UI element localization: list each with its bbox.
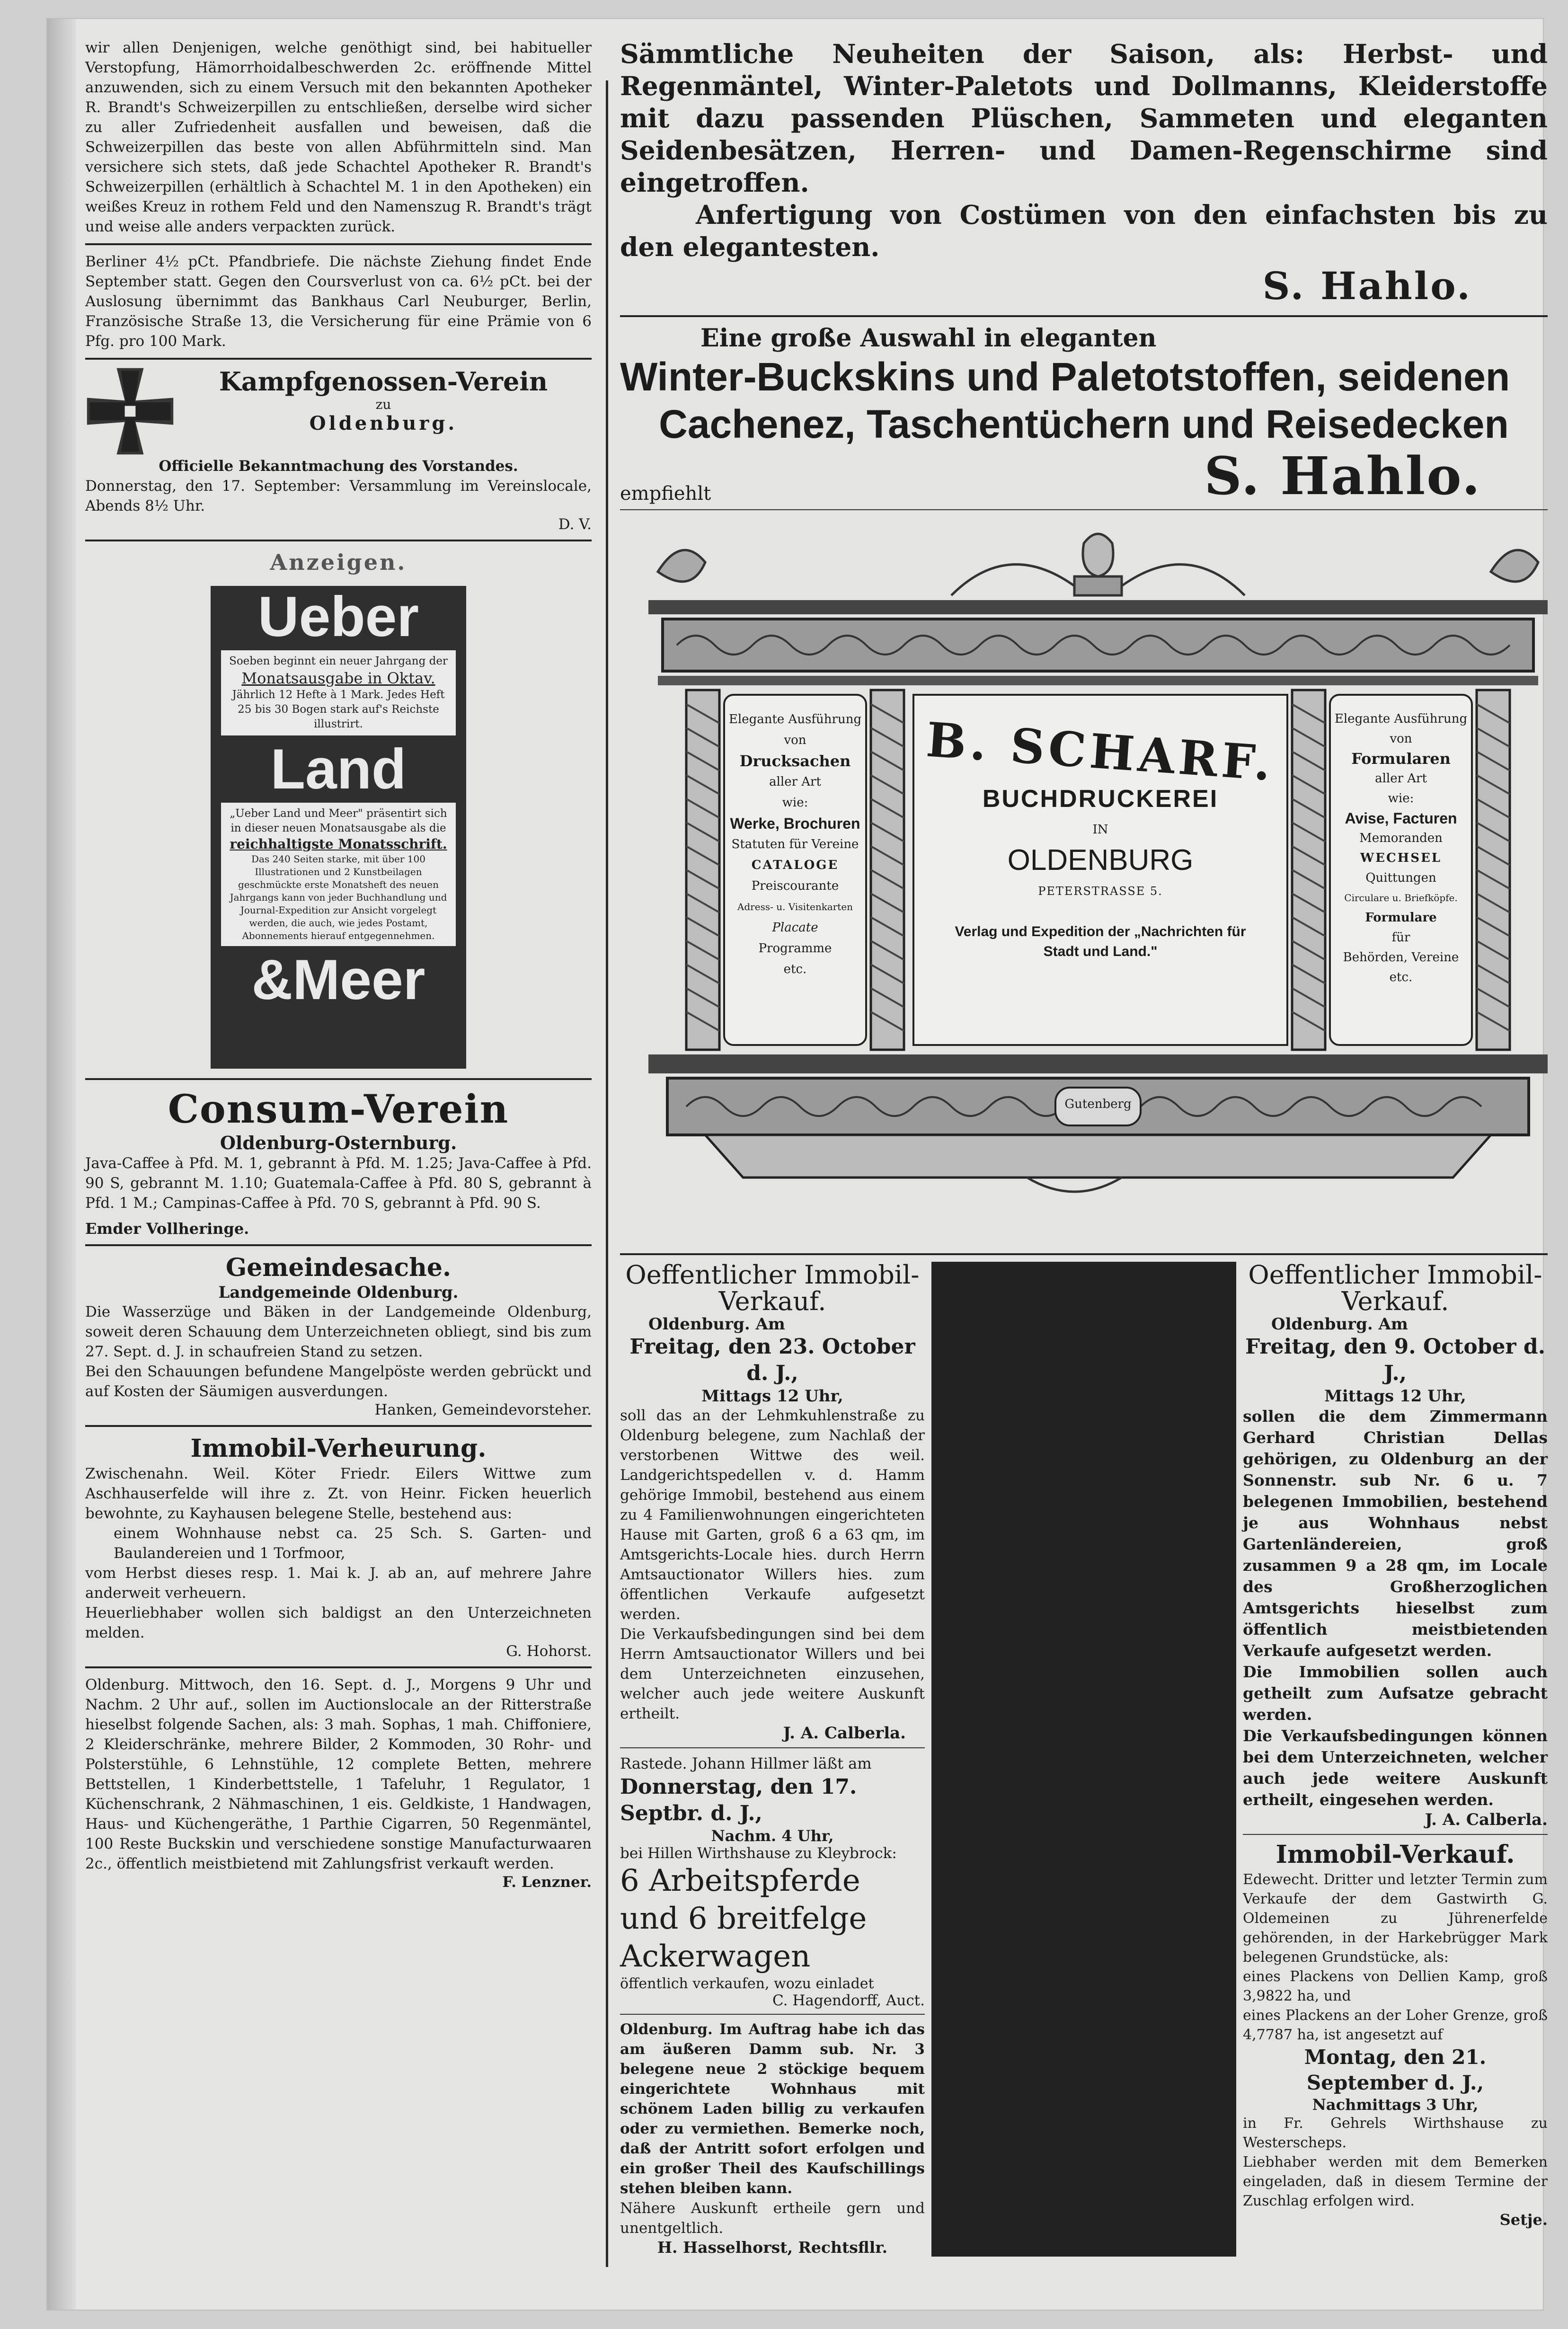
hahlo2-foot (620, 445, 1548, 506)
kampf-zu: zu (375, 397, 391, 412)
scharf-right-item: Formulare (1365, 911, 1437, 925)
land-logo: Land (270, 737, 407, 801)
scharf-city: OLDENBURG (1007, 844, 1194, 877)
scharf-street: PETERSTRASSE 5. (1038, 885, 1163, 898)
verkauf1-sign: J. A. Calberla. (783, 1724, 906, 1743)
hahlo2-empfiehlt: empfiehlt (620, 483, 711, 505)
scharf-verlag: Verlag und Expedition der „Nachrichten für Stadt und Land." (955, 924, 1246, 959)
right-column (620, 38, 1548, 2257)
divider (620, 315, 1548, 317)
divider (85, 1078, 592, 1080)
gemeinde-sign: Hanken, Gemeindevorsteher. (374, 1401, 592, 1418)
scharf-left-item: Preiscourante (751, 879, 839, 893)
verkauf2-title: Oeffentlicher Immobil-Verkauf. (1248, 1260, 1542, 1316)
hassel-text: Oldenburg. Im Auftrag habe ich das am äußeren Damm sub. Nr. 3 belegene neue 2 stöckige bequem eingerichtete Wohnhaus mit schönem Laden billig zu verkaufen oder zu vermiethen. Bemerke noch, daß der Antritt sofort erfolgen und ein großer Theil des Kaufschillings stehen bleiben kann. (620, 2021, 925, 2197)
verkauf1-text: soll das an der Lehmkuhlenstraße zu Oldenburg belegene, zum Nachlaß der verstorbenen Wittwe des weil. Landgerichtspedellen v. d. Hamm gehörige Immobil, bestehend aus einem zu 4 Familienwohnungen eingerichteten Hause mit Garten, groß 6 a 63 qm, im Amtsgerichts-Locale hies. durch Herrn Amtsauctionator Willers hies. zum öffentlichen Verkaufe aufgesetzt werden. (620, 1407, 925, 1623)
verkauf2-text-3: Die Verkaufsbedingungen können bei dem Unterzeichneten, welcher auch jede weitere Auskunft ertheilt, eingesehen werden. (1243, 1727, 1548, 1809)
scharf-right-item: Memoranden (1359, 831, 1443, 845)
verkauf1-title: Oeffentlicher Immobil-Verkauf. (625, 1260, 920, 1316)
hahlo-ad-text: Sämmtliche Neuheiten der Saison, als: Herbst- und Regenmäntel, Winter-Paletots und Dollmanns, Kleiderstoffe mit dazu passenden Plüschen, Sammeten und eleganten Seidenbesätzen, Herren- und Damen-Regenschirme sind eingetroffen. (620, 38, 1548, 198)
verkauf3-time: Nachmittags 3 Uhr, (1312, 2096, 1479, 2114)
consum-title: Consum-Verein (168, 1087, 509, 1132)
ueber-land-meer-ad (211, 586, 466, 1069)
scharf-left-item: aller Art (769, 775, 821, 789)
iron-cross-icon (85, 366, 175, 456)
verkauf2-text: sollen die dem Zimmermann Gerhard Christian Dellas gehörigen, zu Oldenburg an der Sonnenstr. sub Nr. 6 u. 7 belegenen Immobilien, bestehend je aus Wohnhaus nebst Gartenländereien, groß zusammen 9 a 28 qm, im Locale des Großherzoglichen Amtsgerichts hieselbst zum öffentlich meistbietenden Verkaufe aufgesetzt werden. (1243, 1407, 1548, 1660)
rastede-place: bei Hillen Wirthshause zu Kleybrock: (620, 1845, 897, 1862)
column-divider (606, 80, 608, 2267)
verkauf2-date: Freitag, den 9. October d. J., (1245, 1335, 1546, 1385)
ueber-panel-1 (221, 650, 456, 735)
verkauf3-sign: Setje. (1499, 2211, 1548, 2229)
auction-text: Oldenburg. Mittwoch, den 16. Sept. d. J., Morgens 9 Uhr und Nachm. 2 Uhr auf., sollen im Auctionslocale an der Ritterstraße hieselbst folgende Sachen, als: 3 mah. Sophas, 1 mah. Chiffoniere, 2 Kleiderschränke, mehrere Bilder, 2 Kommoden, 30 Rohr- und Polsterstühle, 6 Lehnstühle, 12 complete Betten, mehrere Bettstellen, 1 Kinderbettstelle, 1 Tafeluhr, 1 Regulator, 1 Küchenschrank, 2 Nähmaschinen, 1 eis. Geldkiste, 1 Handwagen, Haus- und Küchengeräthe, 1 Parthie Cigarren, 50 Regenmäntel, 100 Reste Buckskin und verschiedene sonstige Manufacturwaaren 2c., öffentlich meistbietend mit Zahlungsfrist verkauft werden. (85, 1676, 592, 1872)
scharf-right-item: von (1390, 732, 1412, 746)
hassel-text-2: Nähere Auskunft ertheile gern und unentgeltlich. (620, 2200, 925, 2237)
divider (620, 2014, 925, 2015)
verkauf1-date: Freitag, den 23. October d. J., (629, 1335, 915, 1385)
consum-text: Java-Caffee à Pfd. M. 1, gebrannt à Pfd. M. 1.25; Java-Caffee à Pfd. 90 S, gebrannt M. 1.10; Guatemala-Caffee à Pfd. 80 S, gebrannt à Pfd. 1 M.; Campinas-Caffee à Pfd. 70 S, gebrannt à Pfd. 90 S. (85, 1155, 592, 1212)
hahlo-sign: S. Hahlo. (1262, 264, 1472, 308)
verkauf2-sign: J. A. Calberla. (1425, 1810, 1548, 1829)
scharf-right-panel (1330, 709, 1472, 987)
verheurung-sign: G. Hohorst. (506, 1643, 592, 1660)
pfandbrief-ad-text: Berliner 4½ pCt. Pfandbriefe. Die nächste Ziehung findet Ende September statt. Gegen den Coursverlust von ca. 6½ pCt. bei der Auslosung übernimmt das Bankhaus Carl Neuburger, Berlin, Französische Straße 13, die Versicherung für eine Prämie von 6 Pfg. pro 100 Mark. (85, 253, 592, 350)
gutenberg-label: Gutenberg (1064, 1097, 1132, 1111)
ueber-p6: Das 240 Seiten starke, mit über 100 Illustrationen und 2 Kunstbeilagen geschmückte erste Monatsheft des neuen Jahrgangs kann von jeder Buchhandlung und Journal-Expedition zur Ansicht vorgelegt werden, die auch, wie jedes Postamt, Abonnements hierauf entgegennehmen. (230, 853, 447, 941)
scharf-left-item: wie: (782, 796, 808, 810)
hassel-sign: H. Hasselhorst, Rechtsfllr. (657, 2238, 888, 2257)
verheurung-text-4: Heuerliebhaber wollen sich baldigst an den Unterzeichneten melden. (85, 1604, 592, 1641)
hahlo2-sign: S. Hahlo. (1204, 445, 1481, 506)
verkauf2-text-2: Die Immobilien sollen auch getheilt zum Aufsatze gebracht werden. (1243, 1663, 1548, 1724)
right-subcolumn-right (1243, 1262, 1548, 2257)
verkauf2-time: Mittags 12 Uhr, (1324, 1387, 1466, 1406)
rastede-big: 6 Arbeitspferde und 6 breitfelge Ackerwagen (620, 1863, 867, 1974)
ueber-p1: Soeben beginnt ein neuer Jahrgang der (229, 655, 448, 667)
verheurung-text-2: einem Wohnhause nebst ca. 25 Sch. S. Garten- und Baulandereien und 1 Torfmoor, (114, 1525, 592, 1562)
anzeigen-heading: Anzeigen. (270, 549, 407, 575)
divider (620, 1253, 1548, 1255)
scharf-left-item: Statuten für Vereine (731, 837, 859, 851)
divider (85, 540, 592, 541)
verkauf1-time: Mittags 12 Uhr, (701, 1387, 843, 1406)
divider (85, 1425, 592, 1427)
gemeinde-title: Gemeindesache. (225, 1253, 452, 1282)
hahlo2-line1: Winter-Buckskins und Paletotstoffen, seidenen (620, 354, 1510, 399)
divider (620, 509, 1548, 510)
subcolumn-divider (931, 1262, 1236, 2257)
scharf-left-item: Programme (758, 941, 832, 956)
verkauf2-place: Oldenburg. Am (1271, 1315, 1408, 1334)
verkauf3-title: Immobil-Verkauf. (1276, 1840, 1515, 1869)
scharf-left-item: Werke, Brochuren (730, 815, 860, 832)
verkauf3-date: Montag, den 21. September d. J., (1304, 2046, 1487, 2094)
gemeinde-subtitle: Landgemeinde Oldenburg. (218, 1283, 459, 1302)
scharf-right-item: Behörden, Vereine (1343, 950, 1459, 965)
kampf-title: Kampfgenossen-Verein (219, 366, 548, 397)
scharf-right-item: wie: (1388, 791, 1414, 806)
scharf-right-item: etc. (1389, 970, 1413, 984)
scharf-left-item: Placate (772, 921, 818, 935)
verheurung-title: Immobil-Verheurung. (190, 1434, 487, 1463)
verkauf3-item2: eines Plackens an der Loher Grenze, groß 4,7787 ha, ist angesetzt auf (1243, 2007, 1548, 2043)
scharf-right-item: Formularen (1351, 750, 1451, 768)
ueber-panel-2 (221, 803, 456, 946)
divider (1243, 1834, 1548, 1835)
scharf-name: B. SCHARF. (924, 711, 1276, 792)
consum-foot: Emder Vollheringe. (85, 1220, 249, 1238)
page-binding-shadow (47, 19, 76, 2310)
auction-sign: F. Lenzner. (502, 1874, 592, 1891)
verheurung-text-1: Zwischenahn. Weil. Köter Friedr. Eilers Wittwe zum Aschhauserfelde will ihre z. Zt. von Heinr. Ficken heuerlich bewohnte, zu Kayhausen belegene Stelle, bestehend aus: (85, 1465, 592, 1522)
divider (620, 1747, 925, 1748)
left-column (85, 38, 592, 1891)
kampf-city: Oldenburg. (309, 412, 458, 434)
scharf-right-item: Quittungen (1365, 871, 1436, 885)
divider (85, 243, 592, 245)
scharf-right-item: aller Art (1375, 771, 1427, 786)
verkauf3-text-2: in Fr. Gehrels Wirthshause zu Westerscheps. (1243, 2115, 1548, 2151)
divider (85, 1244, 592, 1246)
pills-ad-text: wir allen Denjenigen, welche genöthigt sind, bei habitueller Verstopfung, Hämorrhoidalbeschwerden 2c. eröffnende Mittel anzuwenden, sich zu einem Versuch mit den bekannten Apotheker R. Brandt's Schweizerpillen zu entschließen, derselbe wird sicher zu aller Zufriedenheit ausfallen und beweisen, daß die Schweizerpillen das beste von allen Abführmitteln sind. Man versichere sich stets, daß jede Schachtel Apotheker R. Brandt's Schweizerpillen (erhältlich à Schachtel M. 1 in den Apotheken) ein weißes Kreuz in rothem Feld und den Namenszug R. Brandt's trägt und weise alle anders verpackten zurück. (85, 39, 592, 235)
ueber-p2: Monatsausgabe in Oktav. (241, 669, 435, 687)
scharf-center-panel (913, 711, 1287, 962)
scharf-right-item: Circulare u. Briefköpfe. (1344, 892, 1458, 903)
ueber-p5: reichhaltigste Monatsschrift. (230, 836, 447, 852)
rastede-date: Donnerstag, den 17. Septbr. d. J., (620, 1775, 857, 1825)
kampf-header (85, 366, 592, 456)
verkauf3-item1: eines Plackens von Dellien Kamp, groß 3,9822 ha, und (1243, 1968, 1548, 2004)
scharf-right-item: WECHSEL (1360, 851, 1442, 865)
divider (85, 1666, 592, 1668)
scharf-left-item: Drucksachen (739, 752, 851, 770)
right-subcolumn-left (620, 1262, 925, 2257)
scharf-left-item: Elegante Ausführung (728, 712, 862, 726)
gemeinde-text-2: Bei den Schauungen befundene Mangelpöste werden gebrückt und auf Kosten der Säumigen ausverdungen. (85, 1363, 592, 1400)
verkauf3-text: Edewecht. Dritter und letzter Termin zum Verkaufe der dem Gastwirth G. Oldemeinen zu Jührenerfelde gehörenden, in der Harkebrügger Mark belegenen Grundstücke, als: (1243, 1871, 1548, 1966)
hahlo-ad-text-2: Anfertigung von Costümen von den einfachsten bis zu den elegantesten. (620, 199, 1548, 262)
kampf-text: Donnerstag, den 17. September: Versammlung im Vereinslocale, Abends 8½ Uhr. (85, 478, 592, 514)
scharf-left-item: Adress- u. Visitenkarten (737, 901, 853, 912)
gemeinde-text-1: Die Wasserzüge und Bäken in der Landgemeinde Oldenburg, soweit deren Schauung dem Unterzeichneten obliegt, sind bis zum 27. Sept. d. J. in schaufreien Stand zu setzen. (85, 1303, 592, 1360)
scharf-left-panel (724, 709, 866, 980)
rastede-time: Nachm. 4 Uhr, (711, 1827, 834, 1845)
kampf-subtitle: Officielle Bekanntmachung des Vorstandes. (159, 458, 518, 475)
ueber-p4: „Ueber Land und Meer" präsentirt sich in dieser neuen Monatsausgabe als die (230, 807, 447, 834)
ueber-p3: Jährlich 12 Hefte à 1 Mark. Jedes Heft 25 bis 30 Bogen stark auf's Reichste illustrirt. (232, 689, 445, 730)
kampf-sign: D. V. (558, 516, 592, 533)
rastede-sign: C. Hagendorff, Auct. (772, 1992, 925, 2009)
verkauf1-text-2: Die Verkaufsbedingungen sind bei dem Herrn Amtsauctionator Willers und bei dem Unterzeichneten einzusehen, welcher auch jede weitere Auskunft ertheilt. (620, 1626, 925, 1722)
scharf-printing-ad (648, 524, 1548, 1253)
scharf-left-item: von (784, 733, 806, 747)
ueber-logo: Ueber (257, 585, 419, 648)
scharf-left-item: CATALOGE (751, 858, 839, 872)
rastede-text: öffentlich verkaufen, wozu einladet (620, 1975, 874, 1992)
scharf-right-item: Avise, Facturen (1345, 810, 1457, 827)
meer-logo: &Meer (251, 948, 425, 1011)
verkauf3-text-3: Liebhaber werden mit dem Bemerken eingeladen, daß in diesem Termine der Zuschlag erfolgen wird. (1243, 2154, 1548, 2209)
divider (85, 358, 592, 360)
scharf-right-item: Elegante Ausführung (1334, 712, 1468, 726)
right-subcolumns (620, 1262, 1548, 2257)
hahlo2-line2: Cachenez, Taschentüchern und Reisedecken (659, 402, 1509, 446)
hahlo2-intro: Eine große Auswahl in eleganten (700, 324, 1157, 353)
consum-subtitle: Oldenburg-Osternburg. (220, 1132, 457, 1153)
scharf-in: IN (1092, 823, 1108, 837)
verheurung-text-3: vom Herbst dieses resp. 1. Mai k. J. ab an, auf mehrere Jahre anderweit verheuern. (85, 1565, 592, 1602)
scharf-right-item: für (1391, 930, 1410, 945)
scharf-left-item: etc. (783, 962, 807, 976)
verkauf1-place: Oldenburg. Am (648, 1315, 785, 1334)
scharf-sub: BUCHDRUCKEREI (982, 785, 1219, 813)
rastede-intro: Rastede. Johann Hillmer läßt am (620, 1754, 872, 1772)
